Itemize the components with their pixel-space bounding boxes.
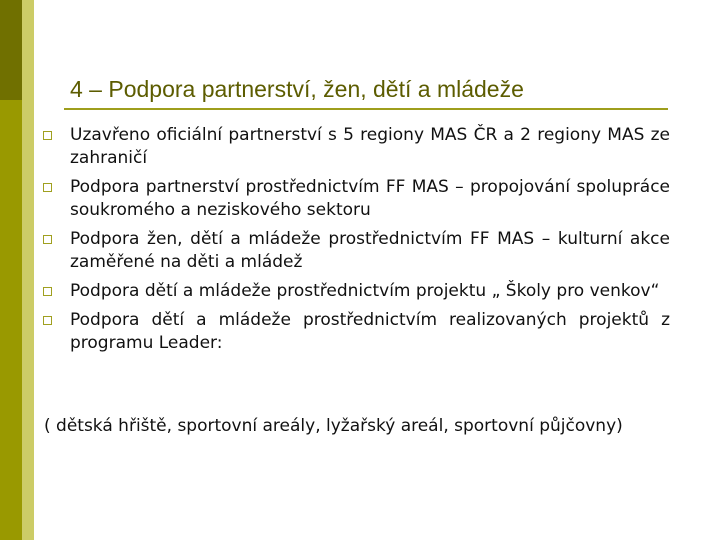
- bullet-item: [40, 309, 670, 355]
- square-bullet-icon: [43, 235, 52, 244]
- square-bullet-icon: [43, 131, 52, 140]
- square-bullet-icon: [43, 183, 52, 192]
- sidebar-stripe-top: [0, 0, 22, 100]
- title-underline: [64, 108, 668, 110]
- bullet-text: Podpora dětí a mládeže prostřednictvím realizovaných projektů z programu Leader:: [70, 310, 670, 353]
- slide-title: 4 – Podpora partnerství, žen, dětí a mládeže: [70, 76, 524, 102]
- bullet-list: [40, 124, 670, 361]
- square-bullet-icon: [43, 316, 52, 325]
- leader-projects-note: ( dětská hřiště, sportovní areály, lyžařský areál, sportovní půjčovny): [44, 416, 623, 436]
- square-bullet-icon: [43, 287, 52, 296]
- bullet-item: [40, 124, 670, 170]
- bullet-text: Podpora partnerství prostřednictvím FF MAS – propojování spolupráce soukromého a neziskového sektoru: [70, 177, 670, 220]
- bullet-text: Podpora žen, dětí a mládeže prostřednictvím FF MAS – kulturní akce zaměřené na děti a mládež: [70, 229, 670, 272]
- bullet-item: [40, 176, 670, 222]
- bullet-text: Uzavřeno oficiální partnerství s 5 regiony MAS ČR a 2 regiony MAS ze zahraničí: [70, 125, 670, 168]
- bullet-item: [40, 228, 670, 274]
- bullet-item: [40, 280, 670, 303]
- sidebar-stripe-light: [22, 0, 34, 540]
- bullet-text: Podpora dětí a mládeže prostřednictvím projektu „ Školy pro venkov“: [70, 281, 660, 301]
